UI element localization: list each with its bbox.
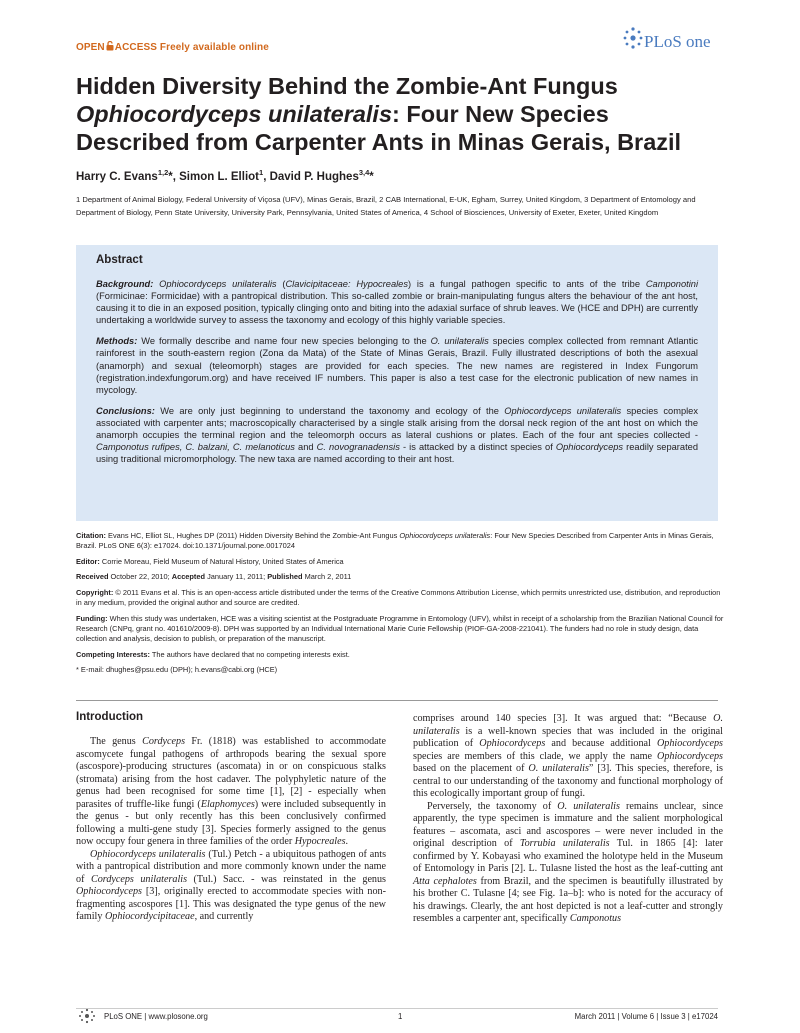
body-column-left xyxy=(76,736,386,924)
affiliations: 1 Department of Animal Biology, Federal University of Viçosa (UFV), Minas Gerais, Brazil, 2 CAB International, E-UK, Egham, Surrey, United Kingdom, 3 Department of Entomology and Department of Biology, Penn State University, University Park, Pennsylvania, United States of America, 4 School of Biosciences, University of Exeter, Exeter, United Kingdom xyxy=(76,195,696,217)
open-access-banner: OPEN ACCESS Freely available online xyxy=(76,42,269,53)
page-number: 1 xyxy=(398,1012,403,1021)
author-list: Harry C. Evans$^{1,2}$*, Simon L. Elliot$^1$, David P. Hughes$^{3,4}$* xyxy=(76,168,374,183)
editor: Editor: Corrie Moreau, Field Museum of Natural History, United States of America xyxy=(76,556,344,566)
abstract-box xyxy=(76,245,718,521)
body-column-right xyxy=(413,713,723,926)
email-line: * E-mail: dhughes@psu.edu (DPH); h.evans@cabi.org (HCE) xyxy=(76,665,278,675)
dates: Received October 22, 2010; Accepted January 11, 2011; Published March 2, 2011 xyxy=(76,572,352,582)
footer-journal: PLoS ONE | www.plosone.org xyxy=(104,1012,208,1021)
journal-logo: PLoS one xyxy=(622,26,732,56)
footer-divider xyxy=(76,1008,718,1009)
abstract-methods: Methods: We formally describe and name four new species belonging to the O. unilateralis species complex collected from remnant Atlantic rainforest in the south-eastern region (Zona da Mata) of the State of Minas Gerais, Brazil. Fully illustrated descriptions of both the asexual (anamorph) and sexual (teleomorph) stages are provided for each species. The new names are registered in Index Fungorum (registration.indexfungorum.org) and have received IF numbers. This paper is also a test case for the electronic publication of new names in mycology. xyxy=(96,336,698,395)
open-lock-icon xyxy=(106,41,114,51)
plos-dots-icon xyxy=(622,26,644,50)
abstract-conclusions: Conclusions: We are only just beginning to understand the taxonomy and ecology of the Ophiocordyceps unilateralis species complex associated with carpenter ants; macroscopically characterised by a single stalk arising from the dorsal neck region of the ant host on which the anamorph occupies the terminal region and the teleomorph occurs as lateral cushions or plates. Each of the four ant species collected - Camponotus rufipes, C. balzani, C. melanoticus and C. novogranadensis - is attacked by a distinct species of Ophiocordyceps readily separated using traditional micromorphology. The new taxa are named according to their ant host. xyxy=(96,405,698,465)
copyright: Copyright: © 2011 Evans et al. This is an open-access article distributed under the terms of the Creative Commons Attribution License, which permits unrestricted use, distribution, and reproduction in any medium, provided the original author and source are credited. xyxy=(76,587,721,608)
abstract-heading: Abstract xyxy=(96,254,143,266)
intro-paragraph-2: Ophiocordyceps unilateralis (Tul.) Petch - a ubiquitous pathogen of ants with a pantropical distribution and more commonly known under the name of Cordyceps unilateralis (Tul.) Sacc. - was reinstated in the genus Ophiocordyceps [3], originally erected to accommodate species with non-fragmenting ascospores [1]. This was designated the type genus of the new family Ophiocordycipitaceae, and currently xyxy=(76,848,387,922)
abstract-background: Background: Ophiocordyceps unilateralis (Clavicipitaceae: Hypocreales) is a fungal pathogen specific to ants of the tribe Camponotini (Formicinae: Formicidae) with a pantropical distribution. This so-called zombie or brain-manipulating fungus alters the behaviour of the ant host, causing it to die in an exposed position, typically clinging onto and biting into the adaxial surface of shrub leaves. We (HCE and DPH) are currently undertaking a worldwide survey to assess the taxonomy and ecology of this highly variable species. xyxy=(96,279,699,326)
introduction-heading: Introduction xyxy=(76,711,144,723)
article-title: Hidden Diversity Behind the Zombie-Ant Fungus Ophiocordyceps unilateralis: Four New Species Described from Carpenter Ants in Minas Gerais, Brazil xyxy=(76,73,682,155)
citation: Citation: Evans HC, Elliot SL, Hughes DP (2011) Hidden Diversity Behind the Zombie-Ant Fungus Ophiocordyceps unilateralis: Four New Species Described from Carpenter Ants in Minas Gerais, Brazil. PLoS ONE 6(3): e17024. doi:10.1371/journal.pone.0017024 xyxy=(76,531,714,551)
competing-interests: Competing Interests: The authors have declared that no competing interests exist. xyxy=(76,649,350,659)
footer-issue: March 2011 | Volume 6 | Issue 3 | e17024 xyxy=(574,1012,718,1021)
article-metadata xyxy=(76,531,726,681)
page-footer xyxy=(76,1012,718,1026)
intro-paragraph-3: comprises around 140 species [3]. It was argued that: “Because O. unilateralis is a well-known species that was included in the original publication of Ophiocordyceps and because additional Ophiocordyceps species are members of this clade, we apply the name Ophiocordyceps based on the placement of O. unilateralis” [3]. This species, therefore, is central to our understanding of the taxonomy and functional morphology of this ecologically important group of fungi. xyxy=(413,713,723,799)
intro-paragraph-1: The genus Cordyceps Fr. (1818) was established to accommodate ascomycete fungal pathogens of arthropods bearing the sexual spore (ascospore)-producing structures (ascomata) in or on conspicuous stalks (stromata) arising from the host cadaver. The polyphyletic nature of the genus had been recognised for some time [1], [2] - especially when parasites of truffle-like fungi (Elaphomyces) were included subsequently in the genus - but only recently has this been conclusively confirmed following a multi-gene study [3]. Species formerly assigned to the genus now occupy four genera in three families of the order Hypocreales. xyxy=(76,736,386,847)
funding: Funding: When this study was undertaken, HCE was a visiting scientist at the Postgraduate Programme in Entomology (UFV), whilst in receipt of a scholarship from the Brazilian National Council for Research (CNPq, grant no. 401610/2009-8). DPH was supported by an Individual International Marie Curie Fellowship (PIOF-GA-2008-221041). The funders had no role in study design, data collection and analysis, decision to publish, or preparation of the manuscript. xyxy=(76,613,724,644)
metadata-divider xyxy=(76,700,718,701)
intro-paragraph-4: Perversely, the taxonomy of O. unilateralis remains unclear, since apparently, the type specimen is immature and the salient morphological features – ascomata, asci and ascospores – were never included in the original description of Torrubia unilateralis Tul. in 1865 [4]: later confirmed by Y. Kobayasi who examined the holotype held in the Museum of Entomology in Paris [2]. L. Tulasne listed the host as the leaf-cutting ant Atta cephalotes from Brazil, and the specimen is beautifully illustrated by his brother C. Tulasne [4; see Fig. 1a–b]: who is noted for the accuracy of his drawings. Clearly, the ant host depicted is not a leaf-cutter and strongly resembles a carpenter ant, specifically Camponotus xyxy=(413,800,724,924)
plos-footer-icon xyxy=(76,1008,98,1024)
